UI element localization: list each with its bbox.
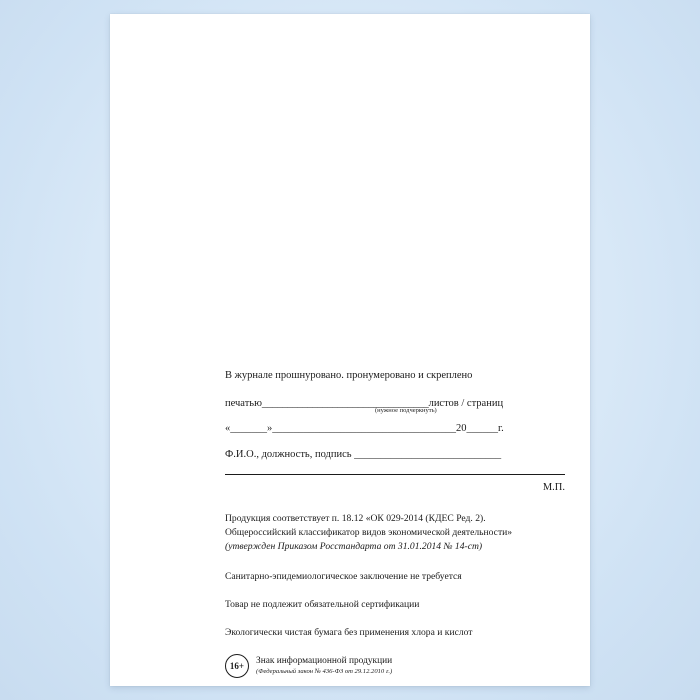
age-mark-title: Знак информационной продукции bbox=[256, 655, 393, 666]
age-mark-texts bbox=[256, 656, 392, 676]
note-ecology: Экологически чистая бумага без применения хлора и кислот bbox=[225, 627, 473, 639]
age-mark-row bbox=[225, 654, 558, 678]
document-content bbox=[225, 369, 565, 678]
note-sanitary: Санитарно-эпидемиологическое заключение не требуется bbox=[225, 571, 462, 583]
age-mark-subtitle: (Федеральный закон № 436-ФЗ от 29.12.2010 г.) bbox=[256, 668, 393, 676]
mp-label: М.П. bbox=[542, 482, 565, 494]
pechatyu-note: (нужное подчеркнуть) bbox=[375, 407, 437, 415]
conformity-line-2: Общероссийский классификатор видов экономической деятельности» bbox=[225, 527, 513, 539]
pechatyu-fill[interactable]: _________________________________ bbox=[261, 398, 429, 410]
age-badge-icon: 16+ bbox=[225, 654, 249, 678]
note-certification: Товар не подлежит обязательной сертификации bbox=[225, 599, 420, 611]
conformity-line-1: Продукция соответствует п. 18.12 «ОК 029-2014 (КДЕС Ред. 2). bbox=[225, 513, 486, 525]
fio-line[interactable]: Ф.И.О., должность, подпись ____________________________ bbox=[225, 449, 502, 461]
pechatyu-row bbox=[225, 398, 558, 409]
signature-rule bbox=[225, 473, 565, 475]
pechatyu-label: печатью bbox=[225, 398, 262, 410]
date-line[interactable]: «_______»___________________________________20______г. bbox=[225, 423, 504, 435]
certification-line-1: В журнале прошнуровано. пронумеровано и скреплено bbox=[225, 370, 473, 381]
pechatyu-suffix: листов / страниц bbox=[428, 398, 504, 410]
document-page bbox=[110, 14, 590, 686]
conformity-line-3: (утвержден Приказом Росстандарта от 31.01.2014 № 14-ст) bbox=[225, 541, 483, 553]
